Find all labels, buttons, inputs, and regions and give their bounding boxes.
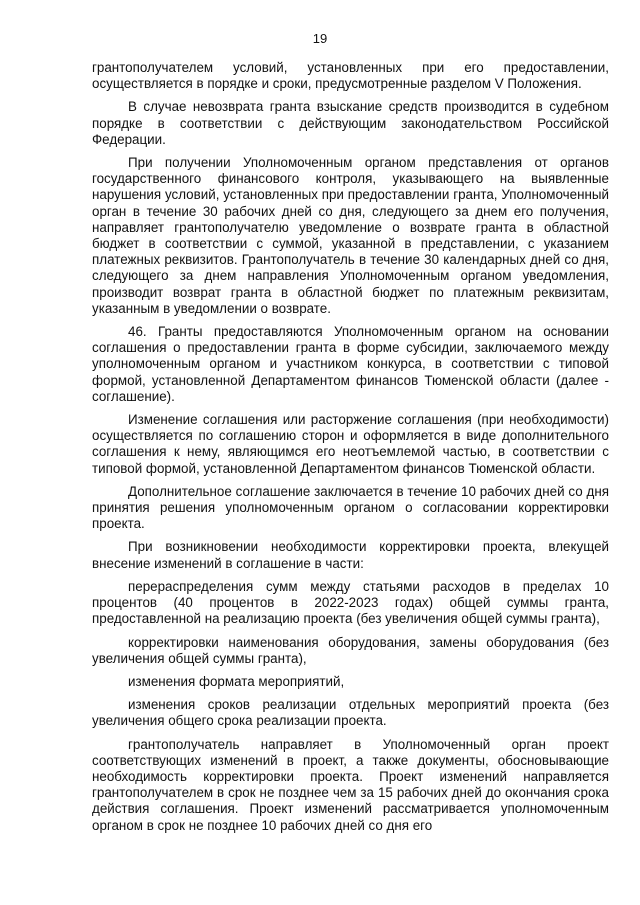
paragraph-agreement-change: Изменение соглашения или расторжение соглашения (при необходимости) осуществляется по соглашению сторон и оформляется в виде дополнительного соглашения к нему, являющимся его неотъемлемой частью, в соответствии с типовой формой, установленной Департаментом финансов Тюменской области.: [92, 412, 609, 476]
paragraph-control-notice: При получении Уполномоченным органом представления от органов государственного финансового контроля, указывающего на выявленные нарушения условий, установленных при предоставлении гранта, Уполномоченный орган в течение 30 рабочих дней со дня, следующего за днем его получения, направляет грантополучателю уведомление о возврате гранта в областной бюджет в соответствии с суммой, указанной в представлении, с указанием платежных реквизитов. Грантополучатель в течение 30 календарных дней со дня, следующего за днем направления Уполномоченным органом уведомления, производит возврат гранта в областной бюджет по платежным реквизитам, указанным в уведомлении о возврате.: [92, 155, 609, 316]
paragraph-non-return: В случае невозврата гранта взыскание средств производится в судебном порядке в соответствии с действующим законодательством Российской Федерации.: [92, 99, 609, 147]
paragraph-correction-intro: При возникновении необходимости корректировки проекта, влекущей внесение изменений в соглашение в части:: [92, 539, 609, 571]
page-number: 19: [312, 31, 328, 46]
paragraph-redistribution: перераспределения сумм между статьями расходов в пределах 10 процентов (40 процентов в 2022-2023 годах) общей суммы гранта, предоставленной на реализацию проекта (без увеличения общей суммы гранта),: [92, 578, 609, 627]
paragraph-additional-agreement: Дополнительное соглашение заключается в течение 10 рабочих дней со дня принятия решения уполномоченным органом о согласовании корректировки проекта.: [92, 483, 609, 532]
paragraph-equipment: корректировки наименования оборудования, замены оборудования (без увеличения общей суммы гранта),: [92, 634, 609, 666]
paragraph-deadlines: изменения сроков реализации отдельных мероприятий проекта (без увеличения общего срока реализации проекта.: [92, 697, 609, 729]
paragraph-event-format: изменения формата мероприятий,: [128, 673, 345, 689]
paragraph-continuation: грантополучателем условий, установленных при его предоставлении, осуществляется в порядке и сроки, предусмотренные разделом V Положения.: [92, 60, 609, 92]
paragraph-submission: грантополучатель направляет в Уполномоченный орган проект соответствующих изменений в проект, а также документы, обосновывающие необходимость корректировки проекта. Проект изменений направляется грантополучателем в срок не позднее чем за 15 рабочих дней до окончания срока действия соглашения. Проект изменений рассматривается уполномоченным органом в срок не позднее 10 рабочих дней со дня его: [92, 736, 609, 833]
paragraph-46: 46. Гранты предоставляются Уполномоченным органом на основании соглашения о предоставлении гранта в форме субсидии, заключаемого между уполномоченным органом и участником конкурса, в соответствии с типовой формой, установленной Департаментом финансов Тюменской области (далее - соглашение).: [92, 324, 609, 404]
document-body: [92, 60, 609, 834]
